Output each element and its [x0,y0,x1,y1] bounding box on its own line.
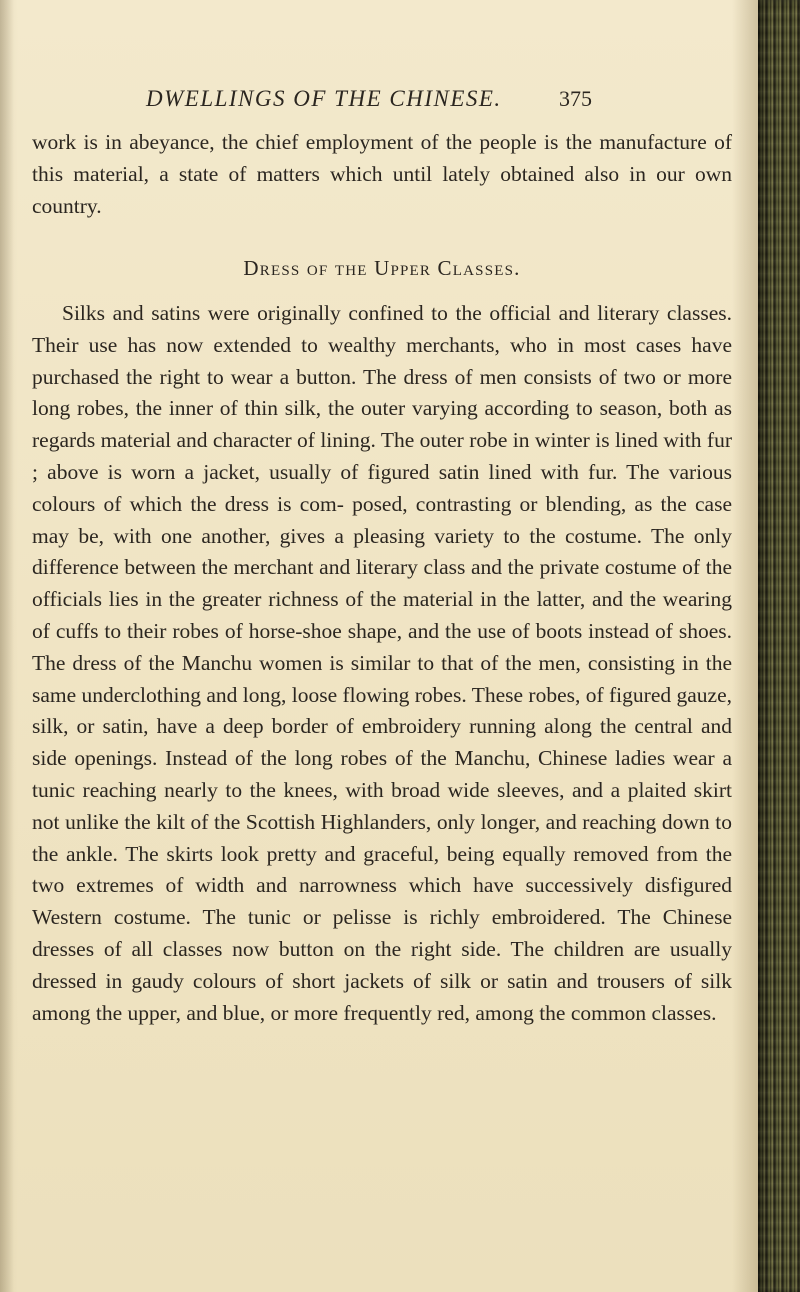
page-number: 375 [559,86,592,111]
section-body-text [32,298,732,1029]
paragraph: work is in abeyance, the chief employment of the people is the manufacture of this material, a state of matters which until lately obtained also in our own country. [32,130,732,218]
book-spine-texture [758,0,800,1292]
body-text-continued [32,127,732,222]
running-head [146,86,746,118]
paragraph: Silks and satins were originally confined to the official and literary classes. Their use has now extended to wealthy merchants, who in most cases have purchased the right to wear a button. The dress of men consists of two or more long robes, the inner of thin silk, the outer varying according to season, both as regards material and character of lining. The outer robe in winter is lined with fur ; above is worn a jacket, usually of figured satin lined with fur. The various colours of which the dress is com- posed, contrasting or blending, as the case may be, with one another, gives a pleasing variety to the costume. The only difference between the merchant and literary class and the private costume of the officials lies in the greater richness of the material in the latter, and the wearing of cuffs to their robes of horse-shoe shape, and the use of boots instead of shoes. The dress of the Manchu women is similar to that of the men, consisting in the same underclothing and long, loose flowing robes. These robes, of figured gauze, silk, or satin, have a deep border of embroidery running along the central and side openings. Instead of the long robes of the Manchu, Chinese ladies wear a tunic reaching nearly to the knees, with broad wide sleeves, and a plaited skirt not unlike the kilt of the Scottish Highlanders, only longer, and reaching down to the ankle. The skirts look pretty and graceful, being equally removed from the two extremes of width and narrowness which have successively disfigured Western costume. The tunic or pelisse is richly embroidered. The Chinese dresses of all classes now button on the right side. The children are usually dressed in gaudy colours of short jackets of silk or satin and trousers of silk among the upper, and blue, or more frequently red, among the common classes. [32,301,732,1025]
page-gutter-shadow [732,0,758,1292]
running-head-title: DWELLINGS OF THE CHINESE. [146,86,502,111]
page-edge-shadow [0,0,14,1292]
section-heading: Dress of the Upper Classes. [243,256,521,280]
